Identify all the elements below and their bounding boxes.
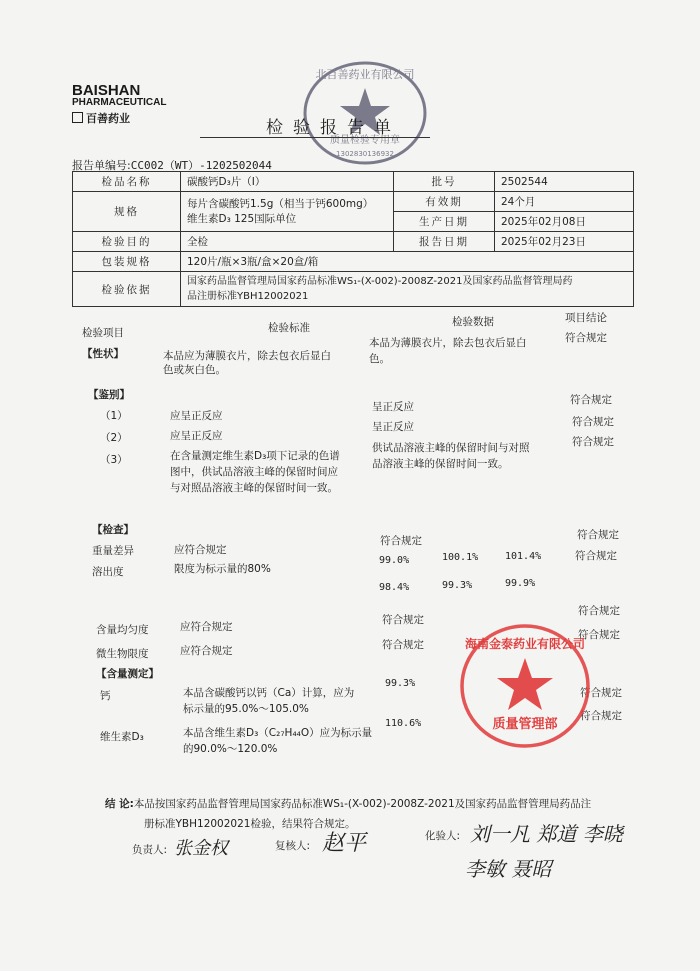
col-standard: 检验标准 [268,322,310,334]
validity-value: 24个月 [495,192,634,212]
dissolution-v1: 99.0% [379,555,410,566]
conclusion-line-1: 结 论:本品按国家药品监督管理局国家药品标准WS₁-(X-002)-2008Z-2021及国家药品监督管理局药品注 [105,798,592,810]
id1-data: 呈正反应 [372,401,414,413]
id3-std-2: 图中，供试品溶液主峰的保留时间应 [170,466,338,478]
weight-name: 重量差异 [92,545,134,557]
seal-top-text: 北百善药业有限公司 [315,68,415,81]
id3-result: 符合规定 [572,436,614,448]
prod-date-label: 生产日期 [394,212,495,232]
batch-label: 批号 [394,172,495,192]
stamp-red-sub: 质量管理部 [492,717,558,732]
weight-data: 符合规定 [380,535,422,547]
validity-label: 有效期 [394,192,495,212]
company-name-en-sub: PHARMACEUTICAL [72,97,167,108]
traits-result: 符合规定 [565,332,607,344]
dissolution-v6: 99.9% [505,578,536,589]
uniformity-std: 应符合规定 [180,621,233,633]
calcium-std-2: 标示量的95.0%～105.0% [183,703,309,715]
uniformity-data: 符合规定 [382,614,424,626]
id3-data-2: 品溶液主峰的保留时间一致。 [372,458,509,470]
header-table [72,171,634,307]
microbial-std: 应符合规定 [180,645,233,657]
seal-top-sub: 质量检验专用章 [330,135,400,146]
vitd-std-1: 本品含维生素D₃（C₂₇H₄₄O）应为标示量 [183,727,373,739]
calcium-name: 钙 [100,690,111,702]
report-number: 报告单编号:CC002（WT）-1202502044 [72,159,272,172]
col-data: 检验数据 [452,316,494,328]
traits-std-2: 色或灰白色。 [163,364,226,376]
product-value: 碳酸钙D₃片（Ⅰ） [181,172,394,192]
basis-value: 国家药品监督管理局国家药品标准WS₁-(X-002)-2008Z-2021及国家药品监督管理局药 品注册标准YBH12002021 [181,272,634,307]
page-title: 检验报告单 [266,118,401,138]
table-row [73,172,634,192]
id2-data: 呈正反应 [372,421,414,433]
title-underline [200,137,430,138]
uniformity-result: 符合规定 [578,605,620,617]
microbial-result: 符合规定 [578,629,620,641]
id3-std-1: 在含量测定维生素D₃项下记录的色谱 [170,450,340,462]
table-row [73,232,634,252]
calcium-result: 符合规定 [580,687,622,699]
table-row [73,192,634,212]
pack-label: 包装规格 [73,252,181,272]
calcium-std-1: 本品含碳酸钙以钙（Ca）计算，应为 [183,687,355,699]
id2-result: 符合规定 [572,416,614,428]
inspector-signatures-1: 刘一凡 郑道 李晓 [470,822,623,846]
table-row [73,252,634,272]
basis-label: 检验依据 [73,272,181,307]
dissolution-name: 溶出度 [92,566,124,578]
weight-result: 符合规定 [577,529,619,541]
calcium-data: 99.3% [385,678,416,689]
col-item: 检验项目 [82,327,124,339]
microbial-name: 微生物限度 [96,648,149,660]
dissolution-std: 限度为标示量的80% [174,563,271,575]
spec-value: 每片含碳酸钙1.5g（相当于钙600mg） 维生素D₃ 125国际单位 [181,192,394,232]
id1-result: 符合规定 [570,394,612,406]
prod-date-value: 2025年02月08日 [495,212,634,232]
pack-value: 120片/瓶×3瓶/盒×20盒/箱 [181,252,634,272]
company-name-en: BAISHAN [72,82,141,99]
dissolution-result: 符合规定 [575,550,617,562]
vitd-std-2: 的90.0%～120.0% [183,743,278,755]
product-label: 检品名称 [73,172,181,192]
stamp-star-icon [497,658,553,710]
leader-label: 负责人: [132,844,168,856]
weight-std: 应符合规定 [174,544,227,556]
col-conclusion: 项目结论 [565,312,607,324]
id2-std: 应呈正反应 [170,430,223,442]
inspector-signatures-2: 李敏 聂昭 [465,857,552,881]
quality-dept-stamp [455,620,595,755]
reviewer-label: 复核人: [275,840,311,852]
dissolution-v3: 101.4% [505,551,542,562]
dissolution-v5: 99.3% [442,580,473,591]
section-assay: 【含量测定】 [96,668,159,680]
traits-std-1: 本品应为薄膜衣片，除去包衣后显白 [163,350,331,362]
spec-label: 规格 [73,192,181,232]
table-row [73,272,634,307]
dissolution-v2: 100.1% [442,552,479,563]
id3-no: （3） [100,454,128,466]
logo-mark-icon [72,112,83,123]
traits-data-2: 色。 [369,353,390,365]
id1-std: 应呈正反应 [170,410,223,422]
vitd-name: 维生素D₃ [100,731,144,743]
purpose-label: 检验目的 [73,232,181,252]
vitd-data: 110.6% [385,718,422,729]
vitd-result: 符合规定 [580,710,622,722]
reviewer-signature: 赵平 [322,831,367,856]
dissolution-v4: 98.4% [379,582,410,593]
stamp-red-text: 海南金泰药业有限公司 [464,637,586,651]
section-traits: 【性状】 [82,348,124,360]
report-date-label: 报告日期 [394,232,495,252]
company-name-cn: 百善药业 [72,110,130,126]
section-check: 【检查】 [92,524,134,536]
id3-std-3: 与对照品溶液主峰的保留时间一致。 [170,482,338,494]
id1-no: （1） [100,410,128,422]
conclusion-line-2: 册标准YBH12002021检验，结果符合规定。 [144,818,356,830]
microbial-data: 符合规定 [382,639,424,651]
inspector-label: 化验人: [425,830,461,842]
leader-signature: 张金权 [174,838,228,859]
section-identification: 【鉴别】 [88,389,130,401]
batch-value: 2502544 [495,172,634,192]
id3-data-1: 供试品溶液主峰的保留时间与对照 [372,442,530,454]
report-date-value: 2025年02月23日 [495,232,634,252]
id2-no: （2） [100,432,128,444]
seal-top-number: 1302830136932 [336,150,394,158]
uniformity-name: 含量均匀度 [96,624,149,636]
traits-data-1: 本品为薄膜衣片，除去包衣后显白 [369,337,527,349]
purpose-value: 全检 [181,232,394,252]
